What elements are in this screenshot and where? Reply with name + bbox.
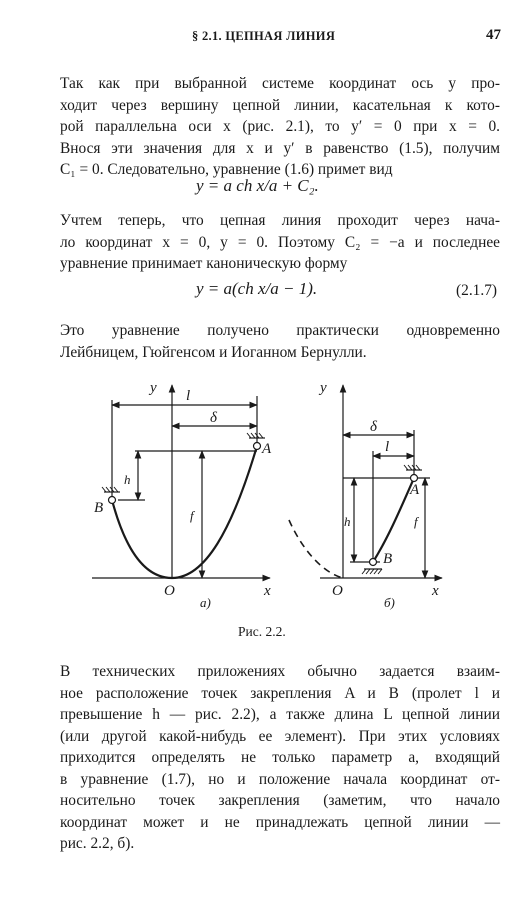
paragraph-4	[60, 661, 500, 855]
figure-caption: Рис. 2.2.	[238, 624, 286, 639]
text-line: Лейбницем, Гюйгенсом и Иоганном Бернулли.	[60, 343, 367, 361]
catenary-dashed-b	[289, 520, 343, 578]
f-label-b: f	[414, 514, 418, 529]
text-line: Внося эти значения для x и y′ в равенство (1.5), получим	[60, 139, 500, 157]
catenary-curve-a	[112, 446, 257, 578]
point-a-label-a: A	[262, 441, 272, 457]
x-label-b: x	[432, 583, 439, 599]
text-line: ное расположение точек закрепления A и B (пролет l и	[60, 684, 500, 702]
h-label-a: h	[124, 472, 131, 487]
equation-number: (2.1.7)	[456, 282, 498, 299]
text-line: рой параллельна оси x (рис. 2.1), то y′ = 0 при x = 0.	[60, 118, 500, 135]
text-line: рис. 2.2, б).	[60, 835, 135, 852]
text-line: превышение h — рис. 2.2), а также длина L цепной линии	[60, 706, 500, 723]
x-label-a: x	[264, 583, 271, 599]
delta-label-b: δ	[370, 419, 377, 435]
point-b-label-b: B	[383, 551, 393, 567]
delta-label-a: δ	[210, 410, 217, 426]
panel-b-label: б)	[384, 595, 395, 610]
text-line: Учтем теперь, что цепная линия проходит через нача-	[60, 212, 500, 229]
text-line: в уравнение (1.7), но и положение начала координат от-	[60, 770, 500, 788]
support-a-a	[254, 443, 261, 450]
origin-label-a: O	[164, 583, 175, 599]
support-b-a	[109, 497, 116, 504]
panel-a-label: а)	[200, 595, 211, 610]
text-line: Это уравнение получено практически одновременно	[60, 322, 500, 339]
equation-2: y = a(ch x/a − 1).	[196, 279, 318, 298]
point-a-label-b: A	[410, 482, 420, 498]
text-line: координат может и не принадлежать цепной линии —	[60, 813, 500, 831]
span-label-b: l	[385, 439, 390, 455]
text-line: ло координат x = 0, y = 0. Поэтому C₂ = −a и последнее	[60, 233, 500, 251]
catenary-curve-b	[373, 478, 414, 562]
y-label-a: y	[150, 380, 157, 396]
page-number: 47	[486, 27, 501, 43]
point-b-label-a: B	[94, 500, 104, 516]
text-line: уравнение принимает каноническую форму	[60, 255, 348, 272]
panel-a	[92, 385, 270, 578]
text-line: (или другой какой-нибудь ее элемент). При этих условиях	[60, 727, 500, 745]
text-line: ходит через вершину цепной линии, касательная к кото-	[60, 96, 500, 114]
support-a-b	[411, 475, 418, 482]
text-line: В технических приложениях обычно задается взаим-	[60, 663, 500, 680]
h-label-b: h	[344, 514, 351, 529]
support-b-b	[370, 559, 377, 566]
equation-1: y = a ch x/a + C₂.	[196, 176, 319, 195]
y-label-b: y	[320, 380, 327, 396]
text-line: Так как при выбранной системе координат ось y про-	[60, 75, 500, 92]
f-label-a: f	[190, 508, 194, 523]
origin-label-b: O	[332, 583, 343, 599]
header-title: § 2.1. ЦЕПНАЯ ЛИНИЯ	[192, 29, 336, 43]
text-line: C₁ = 0. Следовательно, уравнение (1.6) примет вид	[60, 161, 393, 178]
text-line: приходится определять не только параметр a, входящий	[60, 749, 500, 766]
span-label-a: l	[186, 388, 191, 404]
text-line: носительно точек закрепления (заметим, что начало	[60, 792, 500, 809]
